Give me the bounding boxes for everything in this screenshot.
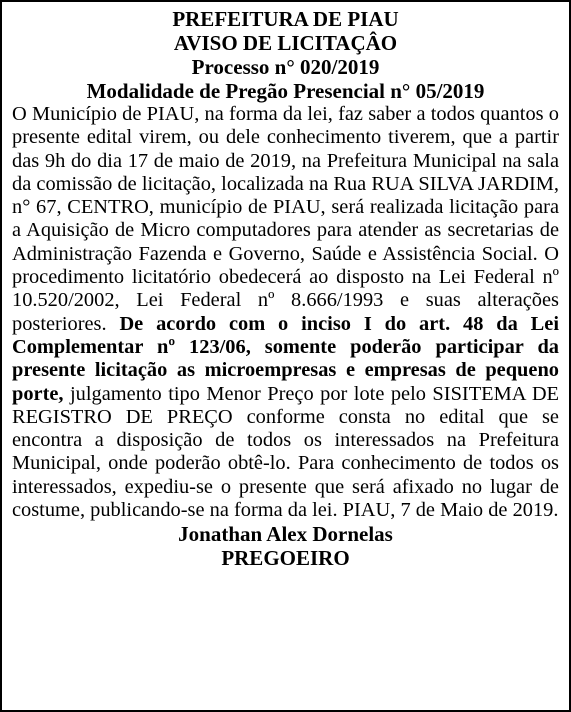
body-text-closing: julgamento tipo Menor Preço por lote pelo SISITEMA DE REGISTRO DE PREÇO conforme consta no edital que se encontra a disposição de todos os interessados na Prefeitura Municipal, onde poderão obtê-lo. Para conhecimento de todos os interessados, expediu-se o presente que será afixado no lugar de costume, publicando-se na forma da lei. PIAU, 7 de Maio de 2019. xyxy=(12,382,559,522)
body-text-bold: De acordo com o inciso I do art. 48 da Lei Complementar nº 123/06, somente poderão participar da presente licitação as microempresas e empresas de pequeno porte, xyxy=(12,312,559,405)
notice-title: AVISO DE LICITAÇÂO xyxy=(173,31,398,55)
notice-body xyxy=(12,103,559,522)
municipality-title: PREFEITURA DE PIAU xyxy=(172,7,399,31)
body-text-intro: O Município de PIAU, na forma da lei, faz saber a todos quantos o presente edital virem, ou dele conhecimento tiverem, que a partir das 9h do dia 17 de maio de 2019, na Prefeitura Municipal na sala da comissão de licitação, localizada na Rua RUA SILVA JARDIM, n° 67, CENTRO, município de PIAU, será realizada licitação para a Aquisição de Micro computadores para atender as secretarias de Administração Fazenda e Governo, Saúde e Assistência Social. O procedimento licitatório obedecerá ao disposto na Lei Federal nº 10.520/2002, Lei Federal nº 8.666/1993 e suas alterações posteriores. xyxy=(12,103,559,335)
signatory-role: PREGOEIRO xyxy=(221,546,350,571)
process-number: Processo n° 020/2019 xyxy=(191,55,380,79)
modality-heading: Modalidade de Pregão Presencial n° 05/2019 xyxy=(86,79,485,103)
signatory-name: Jonathan Alex Dornelas xyxy=(178,522,393,547)
